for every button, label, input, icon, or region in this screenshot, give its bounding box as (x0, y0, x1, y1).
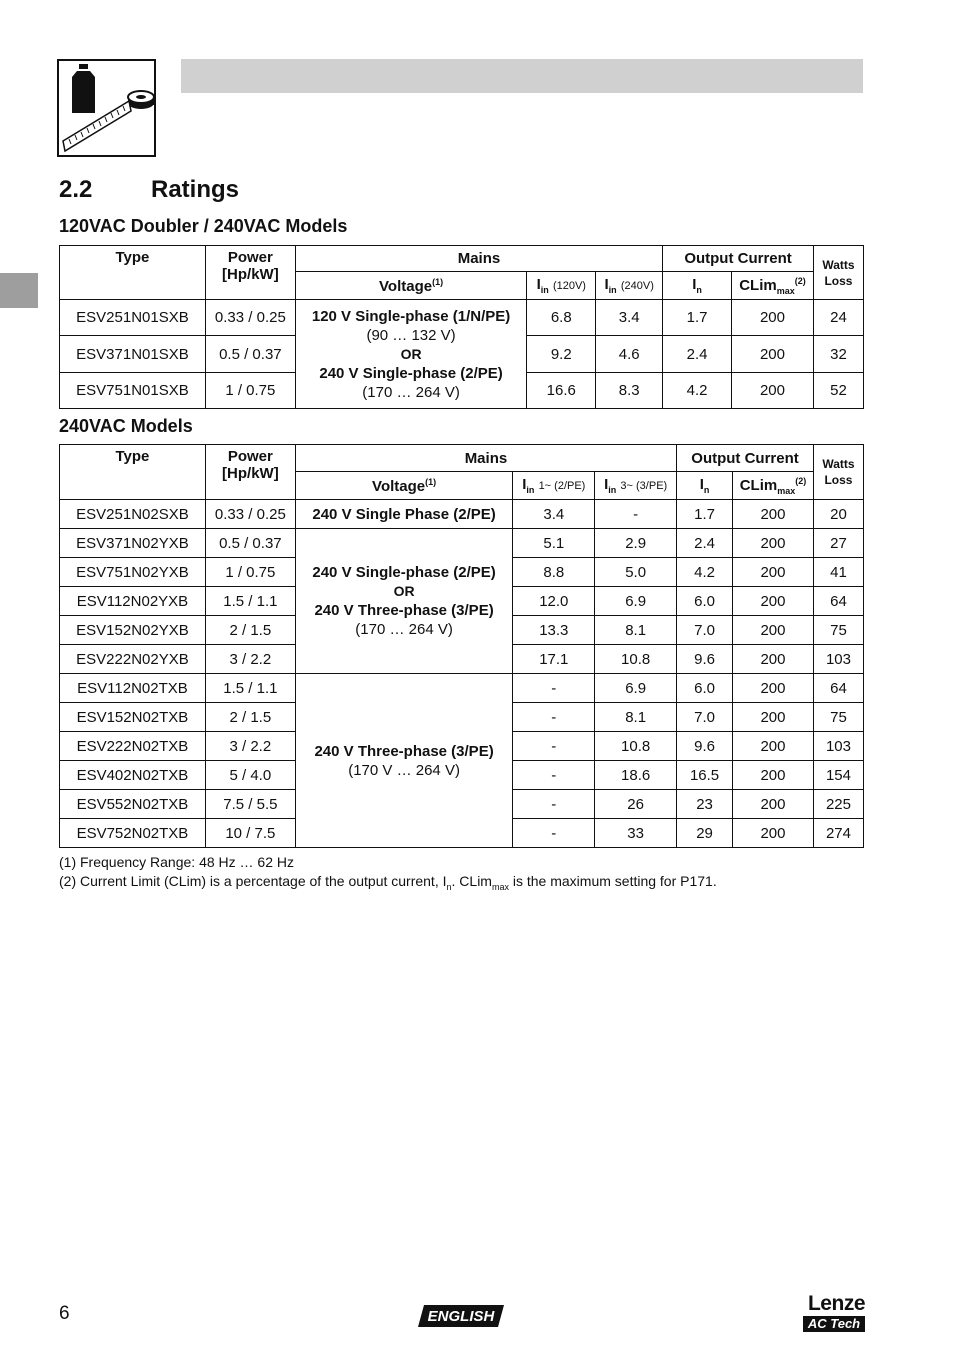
cell-clim: 200 (732, 373, 814, 409)
table-row (60, 500, 864, 529)
cell-iin-a: 3.4 (513, 500, 595, 529)
col-iin-3ph: $I_{in}$ 3~ (3/PE) (595, 472, 677, 500)
col-clim: CLim$_{max}^{(2)}$ (732, 272, 814, 300)
cell-type: ESV402N02TXB (60, 761, 206, 790)
cell-clim: 200 (733, 616, 814, 645)
cell-type: ESV371N01SXB (60, 336, 206, 373)
cell-in: 7.0 (677, 616, 733, 645)
cell-iin-a: - (513, 761, 595, 790)
cell-iin-b: 10.8 (595, 645, 677, 674)
cell-clim: 200 (733, 761, 814, 790)
cell-type: ESV751N02YXB (60, 558, 206, 587)
section-number: 2.2 (59, 176, 93, 203)
cell-iin-a: 12.0 (513, 587, 595, 616)
col-type: Type (60, 246, 206, 300)
table2-subtitle: 240VAC Models (59, 416, 193, 436)
ratings-table-120vac (59, 245, 864, 409)
cell-watts: 103 (813, 645, 863, 674)
page-number: 6 (59, 1303, 70, 1324)
cell-type: ESV751N01SXB (60, 373, 206, 409)
cell-iin-b: 2.9 (595, 529, 677, 558)
cell-clim: 200 (733, 500, 814, 529)
cell-power: 10 / 7.5 (205, 819, 295, 848)
col-output-current: Output Current (663, 246, 814, 272)
cell-watts: 27 (813, 529, 863, 558)
cell-clim: 200 (733, 732, 814, 761)
cell-watts: 64 (813, 674, 863, 703)
cell-in: 29 (677, 819, 733, 848)
cell-clim: 200 (733, 674, 814, 703)
cell-clim: 200 (733, 703, 814, 732)
cell-clim: 200 (732, 336, 814, 373)
cell-iin-b: 4.6 (596, 336, 663, 373)
cell-clim: 200 (733, 645, 814, 674)
cell-iin-b: 18.6 (595, 761, 677, 790)
cell-power: 0.5 / 0.37 (205, 529, 295, 558)
cell-iin-a: 5.1 (513, 529, 595, 558)
cell-type: ESV752N02TXB (60, 819, 206, 848)
cell-type: ESV222N02YXB (60, 645, 206, 674)
col-in: $I_n$ (663, 272, 732, 300)
cell-type: ESV112N02YXB (60, 587, 206, 616)
col-clim: CLim$_{max}^{(2)}$ (733, 472, 814, 500)
col-watts-loss: Watts Loss (813, 445, 863, 500)
cell-type: ESV251N01SXB (60, 300, 206, 336)
cell-iin-a: - (513, 819, 595, 848)
cell-power: 1 / 0.75 (205, 373, 295, 409)
cell-in: 2.4 (677, 529, 733, 558)
cell-clim: 200 (733, 558, 814, 587)
cell-clim: 200 (733, 790, 814, 819)
cell-iin-b: 6.9 (595, 587, 677, 616)
col-power: Power [Hp/kW] (205, 246, 295, 300)
cell-iin-b: 33 (595, 819, 677, 848)
cell-in: 16.5 (677, 761, 733, 790)
cell-power: 3 / 2.2 (205, 732, 295, 761)
cell-iin-a: - (513, 790, 595, 819)
cell-watts: 225 (813, 790, 863, 819)
cell-power: 2 / 1.5 (205, 616, 295, 645)
cell-power: 5 / 4.0 (205, 761, 295, 790)
table-row (60, 529, 864, 558)
cell-in: 4.2 (677, 558, 733, 587)
cell-in: 4.2 (663, 373, 732, 409)
cell-iin-a: 8.8 (513, 558, 595, 587)
cell-watts: 103 (813, 732, 863, 761)
cell-in: 1.7 (663, 300, 732, 336)
cell-iin-a: 16.6 (527, 373, 596, 409)
cell-power: 0.33 / 0.25 (205, 500, 295, 529)
col-type: Type (60, 445, 206, 500)
language-badge (418, 1305, 504, 1327)
cell-in: 2.4 (663, 336, 732, 373)
ratings-table-240vac (59, 444, 864, 848)
cell-clim: 200 (733, 529, 814, 558)
cell-iin-b: 8.1 (595, 703, 677, 732)
col-watts-loss: Watts Loss (813, 246, 863, 300)
cell-iin-b: - (595, 500, 677, 529)
cell-watts: 32 (813, 336, 863, 373)
chapter-side-tab (0, 273, 38, 308)
cell-power: 3 / 2.2 (205, 645, 295, 674)
cell-power: 0.33 / 0.25 (205, 300, 295, 336)
cell-in: 7.0 (677, 703, 733, 732)
cell-iin-b: 5.0 (595, 558, 677, 587)
table-row (60, 300, 864, 336)
col-voltage: Voltage$^{(1)}$ (295, 472, 513, 500)
cell-in: 6.0 (677, 674, 733, 703)
cell-power: 1.5 / 1.1 (205, 674, 295, 703)
cell-iin-a: 13.3 (513, 616, 595, 645)
footnote-2: (2) Current Limit (CLim) is a percentage of the output current, $I_n$. CLim$_{max}$ is the maximum setting for P171. (59, 873, 717, 892)
cell-iin-b: 10.8 (595, 732, 677, 761)
cell-iin-a: - (513, 674, 595, 703)
cell-clim: 200 (733, 819, 814, 848)
col-iin-240v: $I_{in}$ (240V) (596, 272, 663, 300)
lenze-actech-logo: Lenze AC Tech (803, 1294, 865, 1332)
cell-watts: 41 (813, 558, 863, 587)
col-in: $I_n$ (677, 472, 733, 500)
col-output-current: Output Current (677, 445, 814, 472)
cell-watts: 154 (813, 761, 863, 790)
cell-power: 1 / 0.75 (205, 558, 295, 587)
cell-iin-b: 8.3 (596, 373, 663, 409)
cell-type: ESV222N02TXB (60, 732, 206, 761)
cell-iin-a: - (513, 732, 595, 761)
weight-measure-icon (57, 59, 156, 157)
table-row (60, 674, 864, 703)
cell-iin-b: 26 (595, 790, 677, 819)
cell-clim: 200 (732, 300, 814, 336)
cell-power: 1.5 / 1.1 (205, 587, 295, 616)
cell-power: 0.5 / 0.37 (205, 336, 295, 373)
cell-iin-a: - (513, 703, 595, 732)
cell-voltage-block: 120 V Single-phase (1/N/PE) (90 … 132 V) OR 240 V Single-phase (2/PE) (170 … 264 V) (295, 300, 527, 409)
cell-watts: 20 (813, 500, 863, 529)
cell-in: 9.6 (677, 732, 733, 761)
section-title (59, 176, 239, 204)
cell-clim: 200 (733, 587, 814, 616)
cell-type: ESV251N02SXB (60, 500, 206, 529)
cell-in: 6.0 (677, 587, 733, 616)
cell-watts: 75 (813, 616, 863, 645)
table1-subtitle: 120VAC Doubler / 240VAC Models (59, 216, 348, 236)
cell-power: 7.5 / 5.5 (205, 790, 295, 819)
cell-iin-b: 6.9 (595, 674, 677, 703)
col-mains: Mains (295, 445, 676, 472)
cell-iin-a: 17.1 (513, 645, 595, 674)
cell-watts: 75 (813, 703, 863, 732)
cell-in: 9.6 (677, 645, 733, 674)
footnote-1: (1) Frequency Range: 48 Hz … 62 Hz (59, 854, 294, 870)
cell-watts: 24 (813, 300, 863, 336)
cell-iin-a: 6.8 (527, 300, 596, 336)
col-voltage: Voltage$^{(1)}$ (295, 272, 527, 300)
cell-iin-b: 8.1 (595, 616, 677, 645)
cell-in: 1.7 (677, 500, 733, 529)
cell-type: ESV152N02TXB (60, 703, 206, 732)
svg-text:ENGLISH: ENGLISH (427, 1308, 495, 1325)
cell-voltage-group-a: 240 V Single-phase (2/PE) OR 240 V Three-phase (3/PE) (170 … 264 V) (295, 529, 513, 674)
cell-watts: 64 (813, 587, 863, 616)
section-heading: Ratings (151, 176, 240, 203)
cell-power: 2 / 1.5 (205, 703, 295, 732)
cell-in: 23 (677, 790, 733, 819)
col-iin-120v: $I_{in}$ (120V) (527, 272, 596, 300)
cell-type: ESV152N02YXB (60, 616, 206, 645)
cell-iin-b: 3.4 (596, 300, 663, 336)
cell-watts: 52 (813, 373, 863, 409)
col-mains: Mains (295, 246, 662, 272)
cell-type: ESV552N02TXB (60, 790, 206, 819)
cell-iin-a: 9.2 (527, 336, 596, 373)
col-iin-1ph: $I_{in}$ 1~ (2/PE) (513, 472, 595, 500)
cell-type: ESV112N02TXB (60, 674, 206, 703)
cell-voltage-group-b: 240 V Three-phase (3/PE) (170 V … 264 V) (295, 674, 513, 848)
cell-type: ESV371N02YXB (60, 529, 206, 558)
cell-watts: 274 (813, 819, 863, 848)
header-bar (181, 59, 863, 93)
col-power: Power [Hp/kW] (205, 445, 295, 500)
cell-voltage-single: 240 V Single Phase (2/PE) (295, 500, 513, 529)
footnotes (59, 853, 717, 897)
